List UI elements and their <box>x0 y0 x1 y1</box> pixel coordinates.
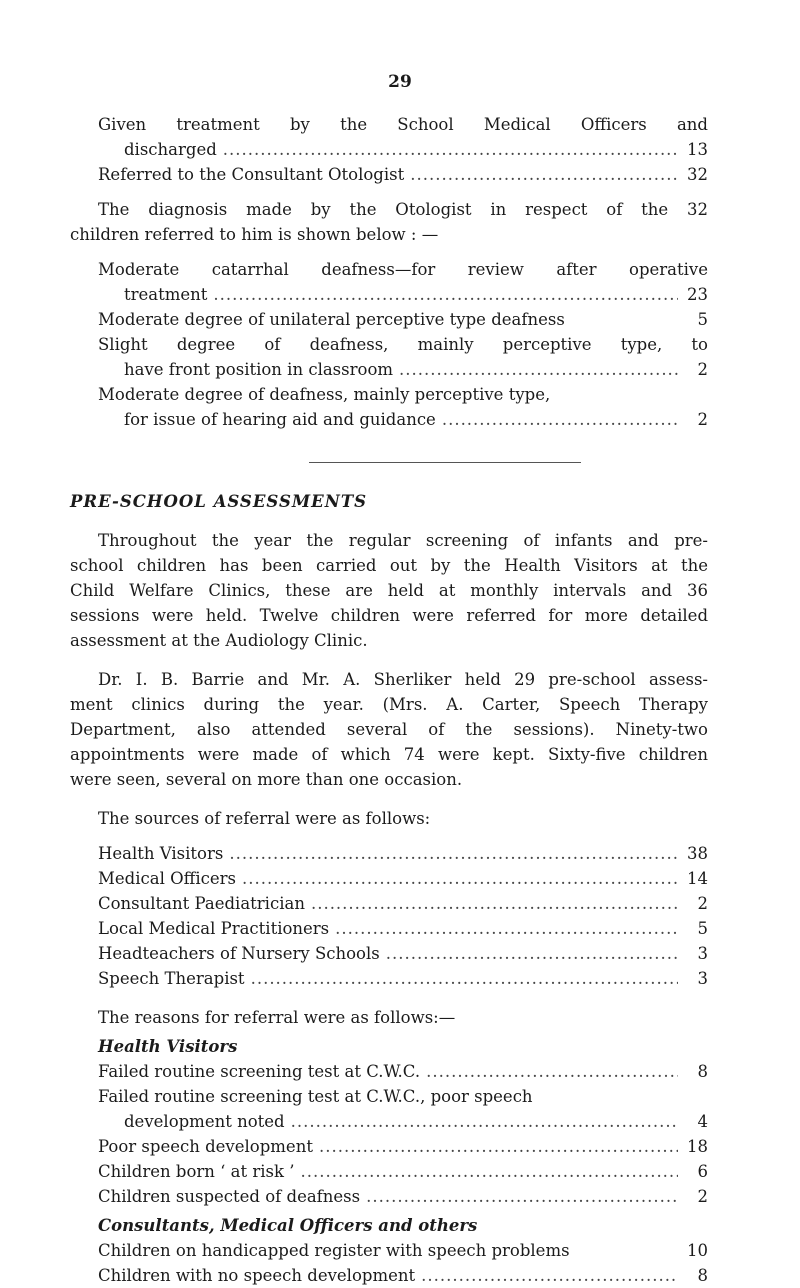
paragraph-line: school children has been carried out by the Health Visitors at the <box>70 556 708 575</box>
entry-value: 32 <box>687 165 708 184</box>
paragraph-line: appointments were made of which 74 were kept. Sixty-five children <box>70 745 708 764</box>
source-row <box>98 941 708 966</box>
leader-dots <box>213 282 678 307</box>
paragraph-line: assessment at the Audiology Clinic. <box>70 631 368 650</box>
leader-dots <box>421 1263 678 1288</box>
leader-dots <box>242 866 678 891</box>
entry-referred-otologist <box>98 162 708 187</box>
diagnosis-item-4-line1: Moderate degree of deafness, mainly perceptive type, <box>98 385 551 404</box>
entry-label: Medical Officers <box>98 869 236 888</box>
diagnosis-item-2 <box>98 307 708 332</box>
entry-label: Children on handicapped register with speech problems <box>98 1241 570 1260</box>
leader-dots <box>229 841 678 866</box>
leader-dots <box>223 137 678 162</box>
diagnosis-item-1 <box>98 282 708 307</box>
paragraph-line: Child Welfare Clinics, these are held at monthly intervals and 36 <box>70 581 708 600</box>
diagnosis-item-4 <box>98 407 708 432</box>
hv-reasons-list <box>98 1059 708 1209</box>
health-visitors-subheading: Health Visitors <box>98 1037 238 1056</box>
entry-value: 6 <box>697 1162 708 1181</box>
reasons-intro: The reasons for referral were as follows:— <box>98 1008 456 1027</box>
reason-row <box>98 1059 708 1084</box>
page-content <box>70 112 708 1288</box>
entry-value: 8 <box>697 1266 708 1285</box>
entry-value: 5 <box>697 919 708 938</box>
diagnosis-item-1-line1: Moderate catarrhal deafness—for review after operative <box>98 260 708 279</box>
entry-value: 3 <box>697 969 708 988</box>
sources-intro: The sources of referral were as follows: <box>98 809 431 828</box>
entry-value: 2 <box>697 1187 708 1206</box>
paragraph-line: Department, also attended several of the sessions). Ninety-two <box>70 720 708 739</box>
source-row <box>98 866 708 891</box>
leader-dots <box>319 1134 678 1159</box>
entry-label: Moderate degree of unilateral perceptive type deafness <box>98 310 565 329</box>
cons-reasons-list <box>98 1238 708 1288</box>
entry-value: 38 <box>687 844 708 863</box>
preschool-paragraph-1 <box>70 528 708 653</box>
page-number: 29 <box>388 72 412 92</box>
entry-given-treatment-line1: Given treatment by the School Medical Officers and <box>98 115 708 134</box>
entry-label: for issue of hearing aid and guidance <box>124 410 436 429</box>
entry-label: development noted <box>124 1112 285 1131</box>
reason-row <box>98 1184 708 1209</box>
paragraph-line: ment clinics during the year. (Mrs. A. Carter, Speech Therapy <box>70 695 708 714</box>
paragraph-line: Dr. I. B. Barrie and Mr. A. Sherliker held 29 pre-school assess- <box>98 670 708 689</box>
consultants-subheading: Consultants, Medical Officers and others <box>98 1216 478 1235</box>
leader-dots <box>442 407 678 432</box>
source-row <box>98 966 708 991</box>
leader-dots <box>291 1109 678 1134</box>
diagnosis-item-3-line1: Slight degree of deafness, mainly perceptive type, to <box>98 335 708 354</box>
reason-row <box>98 1109 708 1134</box>
leader-dots <box>426 1059 678 1084</box>
entry-value: 13 <box>687 140 708 159</box>
entry-label: Headteachers of Nursery Schools <box>98 944 380 963</box>
reason-row <box>98 1263 708 1288</box>
diagnosis-intro-line2: children referred to him is shown below : — <box>70 225 439 244</box>
entry-label: Consultant Paediatrician <box>98 894 305 913</box>
entry-label: Speech Therapist <box>98 969 245 988</box>
diagnosis-intro-line1: The diagnosis made by the Otologist in respect of the 32 <box>98 200 708 219</box>
entry-given-treatment <box>98 137 708 162</box>
entry-value: 2 <box>697 360 708 379</box>
leader-dots <box>311 891 678 916</box>
paragraph-line: Throughout the year the regular screening of infants and pre- <box>98 531 708 550</box>
reason-row <box>98 1238 708 1263</box>
entry-label: have front position in classroom <box>124 360 394 379</box>
entry-label: Children suspected of deafness <box>98 1187 361 1206</box>
entry-label: treatment <box>124 285 208 304</box>
entry-value: 14 <box>687 869 708 888</box>
reason-row <box>98 1159 708 1184</box>
preschool-paragraph-2 <box>70 667 708 792</box>
entry-value: 5 <box>697 310 708 329</box>
entry-label: Children with no speech development <box>98 1266 416 1285</box>
entry-value: 3 <box>697 944 708 963</box>
entry-label: Health Visitors <box>98 844 224 863</box>
entry-value: 10 <box>687 1241 708 1260</box>
section-divider <box>309 462 581 463</box>
source-row <box>98 891 708 916</box>
paragraph-line: were seen, several on more than one occasion. <box>70 770 463 789</box>
entry-label: discharged <box>124 140 217 159</box>
leader-dots <box>399 357 678 382</box>
entry-label: Children born ‘ at risk ’ <box>98 1162 295 1181</box>
entry-value: 8 <box>697 1062 708 1081</box>
reason-row-line1: Failed routine screening test at C.W.C., poor speech <box>98 1087 533 1106</box>
entry-value: 2 <box>697 410 708 429</box>
entry-label: Local Medical Practitioners <box>98 919 330 938</box>
diagnosis-item-3 <box>98 357 708 382</box>
entry-value: 2 <box>697 894 708 913</box>
leader-dots <box>251 966 678 991</box>
preschool-heading: PRE-SCHOOL ASSESSMENTS <box>70 492 368 511</box>
leader-dots <box>300 1159 678 1184</box>
sources-list <box>98 841 708 991</box>
entry-label: Failed routine screening test at C.W.C. <box>98 1062 421 1081</box>
entry-value: 18 <box>687 1137 708 1156</box>
entry-value: 23 <box>687 285 708 304</box>
leader-dots <box>366 1184 678 1209</box>
entry-label: Poor speech development <box>98 1137 313 1156</box>
reason-row <box>98 1134 708 1159</box>
leader-dots <box>386 941 678 966</box>
source-row <box>98 841 708 866</box>
leader-dots <box>410 162 678 187</box>
source-row <box>98 916 708 941</box>
entry-label: Referred to the Consultant Otologist <box>98 165 405 184</box>
entry-value: 4 <box>697 1112 708 1131</box>
paragraph-line: sessions were held. Twelve children were referred for more detailed <box>70 606 708 625</box>
leader-dots <box>335 916 678 941</box>
